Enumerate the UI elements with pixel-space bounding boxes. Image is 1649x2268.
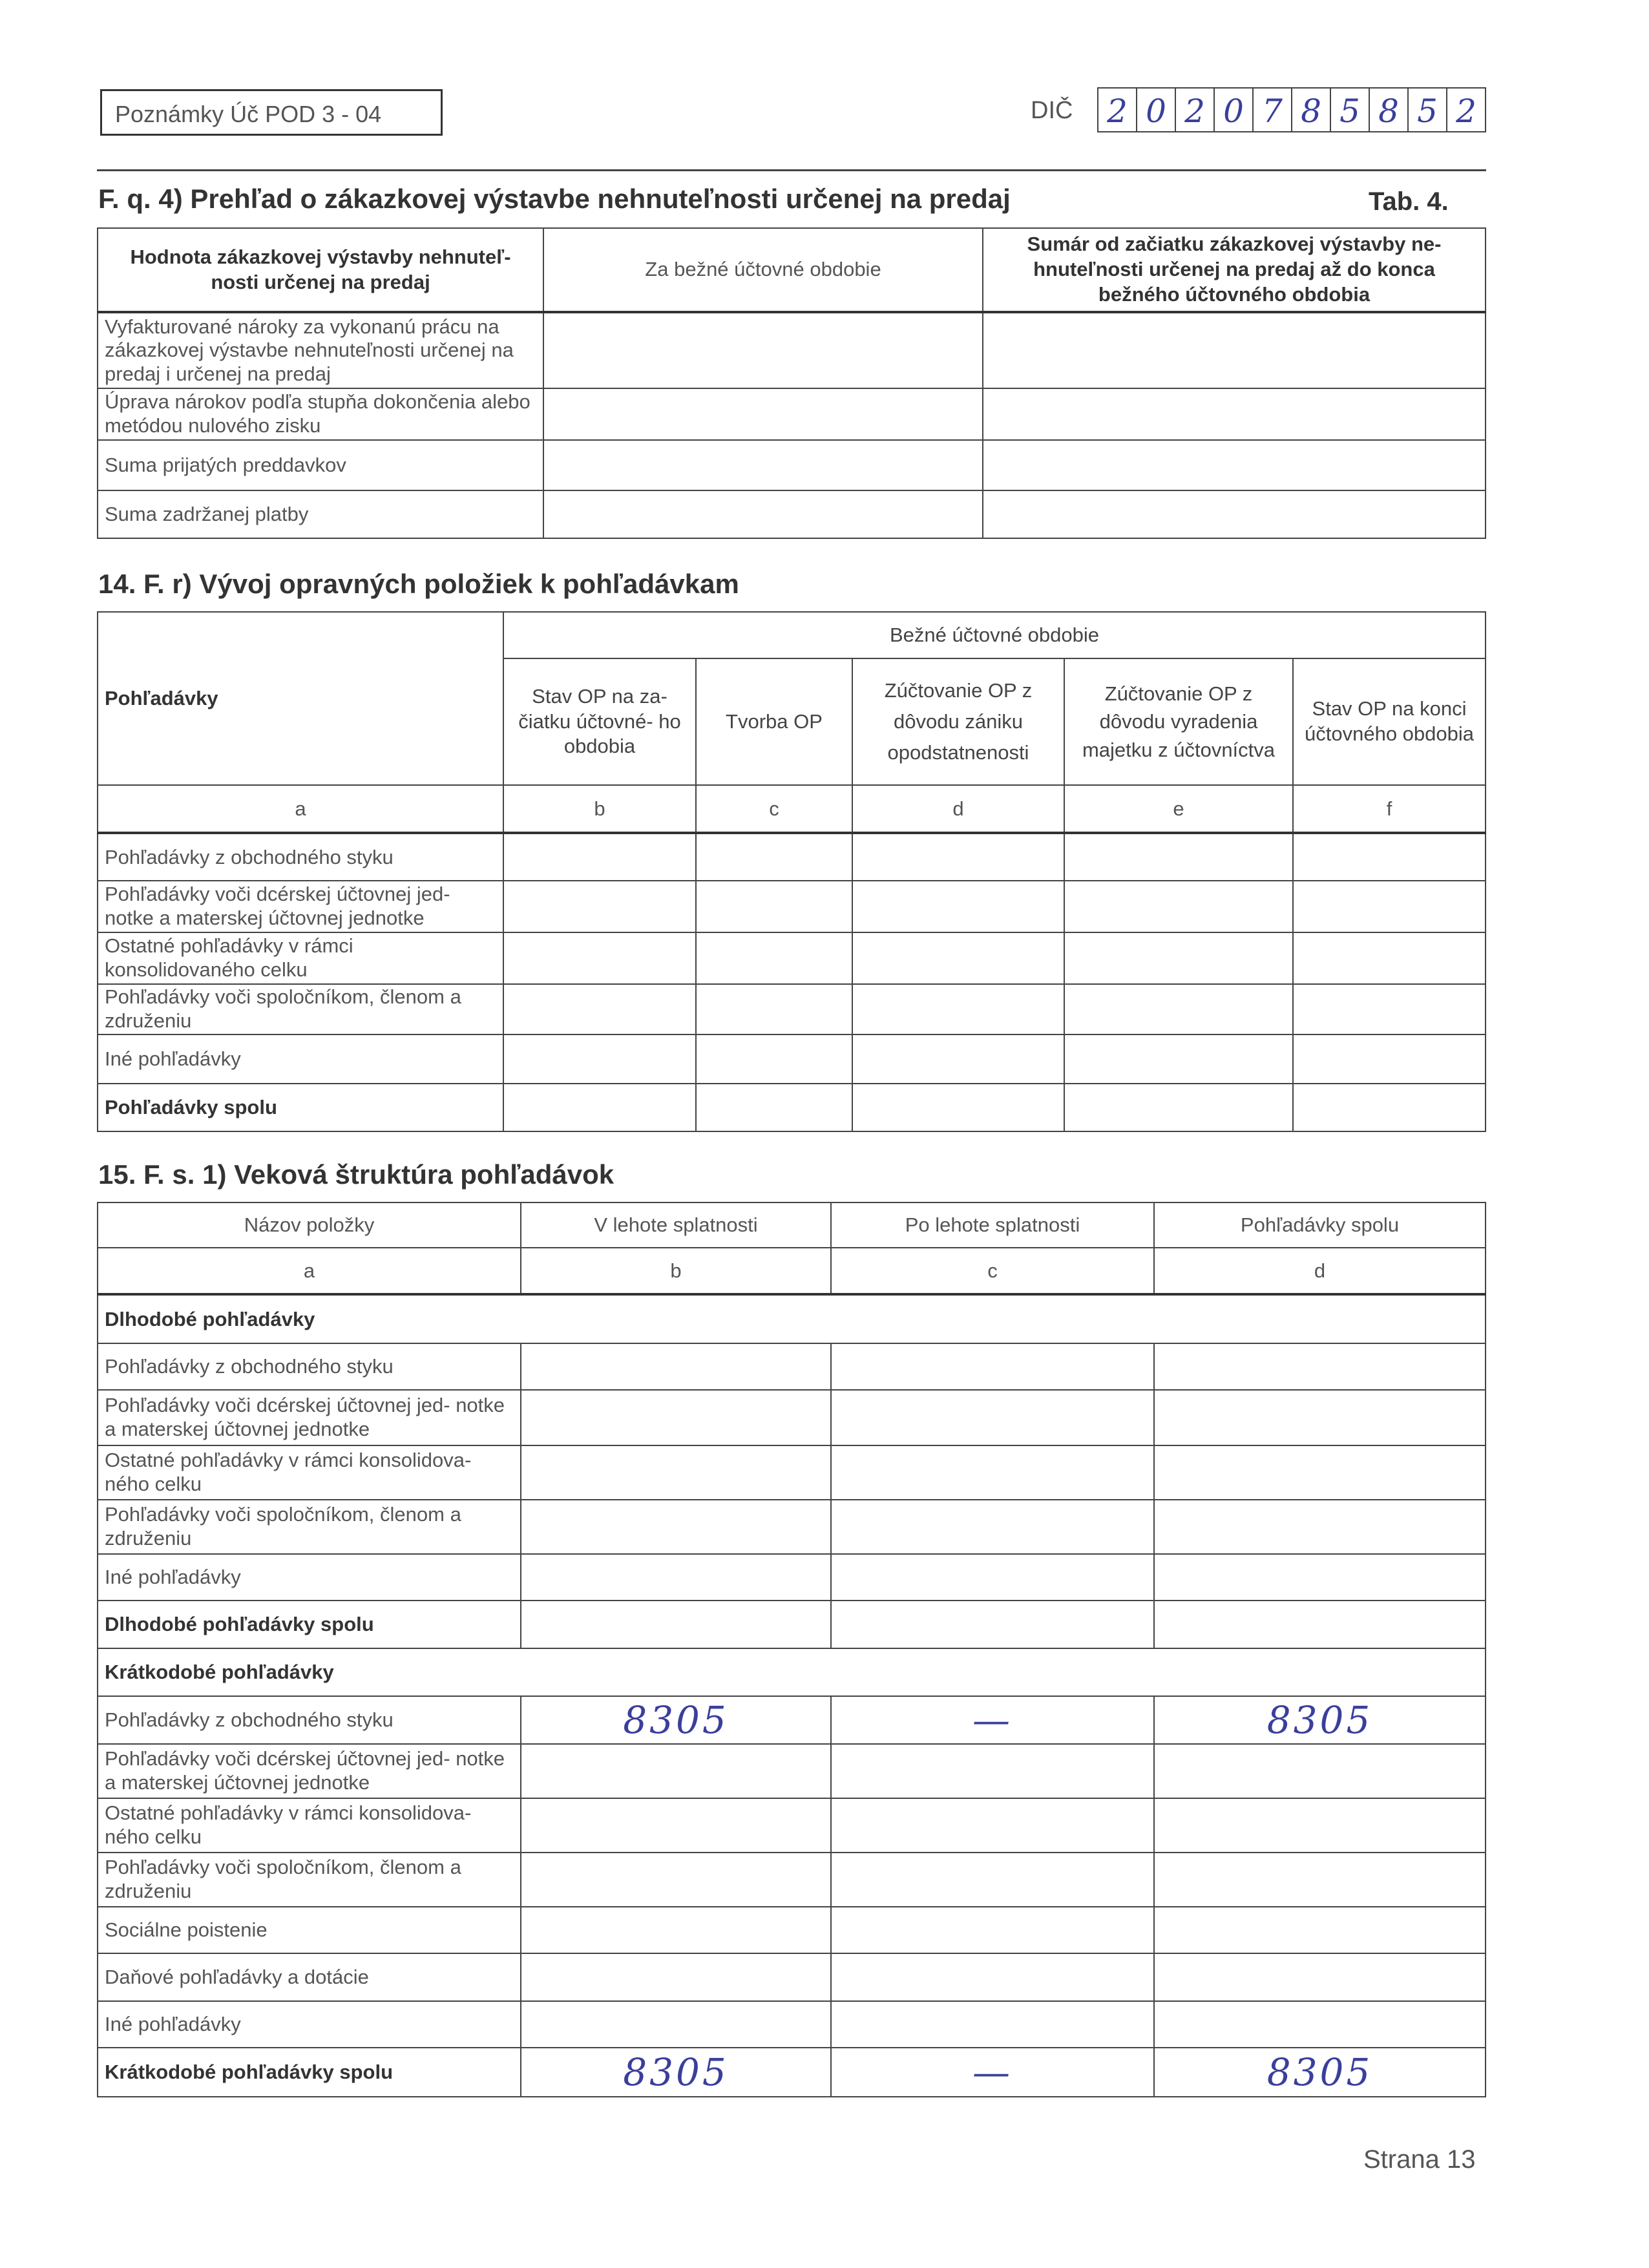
value-cell[interactable] [696, 881, 852, 932]
row-label: Suma zadržanej platby [98, 490, 543, 538]
page-number: Strana 13 [1363, 2145, 1476, 2174]
row-label: Pohľadávky z obchodného styku [98, 1343, 521, 1390]
table-row [98, 490, 1486, 538]
row-label-total: Dlhodobé pohľadávky spolu [98, 1601, 521, 1648]
allowances-table [97, 611, 1486, 1132]
row-label: Ostatné pohľadávky v rámci konsolidova- ného celku [98, 1798, 521, 1853]
group-title-long-term: Dlhodobé pohľadávky [98, 1294, 1486, 1343]
column-header: Za bežné účtovné obdobie [543, 228, 983, 312]
table-row [98, 440, 1486, 490]
handwritten-value[interactable]: — [831, 2048, 1154, 2097]
table-row [98, 1034, 1486, 1084]
value-cell[interactable] [521, 2001, 831, 2048]
table-row [98, 1907, 1486, 1953]
table-row [98, 984, 1486, 1034]
handwritten-value[interactable]: 8305 [521, 2048, 831, 2097]
table-row [98, 312, 1486, 388]
value-cell[interactable] [521, 1390, 831, 1445]
value-cell[interactable] [521, 1601, 831, 1648]
value-cell[interactable] [503, 1034, 696, 1084]
value-cell[interactable] [852, 984, 1064, 1034]
value-cell[interactable] [831, 1343, 1154, 1390]
value-cell[interactable] [1154, 1907, 1486, 1953]
value-cell[interactable] [983, 388, 1486, 440]
column-header: Zúčtovanie OP z dôvodu zániku opodstatnenosti [852, 658, 1064, 785]
row-label: Pohľadávky voči dcérskej účtovnej jed- notke a materskej účtovnej jednotke [98, 1744, 521, 1798]
value-cell[interactable] [696, 932, 852, 984]
value-cell[interactable] [1064, 984, 1293, 1034]
row-label: Pohľadávky voči spoločníkom, členom a združeniu [98, 984, 503, 1034]
table-row [98, 1744, 1486, 1798]
value-cell[interactable] [1293, 881, 1486, 932]
column-letter: a [98, 1248, 521, 1294]
value-cell[interactable] [831, 1445, 1154, 1500]
dic-digit-box[interactable]: 5 [1407, 87, 1447, 132]
dic-digit-box[interactable]: 8 [1369, 87, 1409, 132]
section-title-aging: 15. F. s. 1) Veková štruktúra pohľadávok [98, 1159, 614, 1190]
column-letter: d [1154, 1248, 1486, 1294]
header-divider [97, 169, 1486, 171]
value-cell[interactable] [852, 932, 1064, 984]
column-letter: e [1064, 785, 1293, 833]
value-cell[interactable] [831, 1798, 1154, 1853]
table-row [98, 2048, 1486, 2097]
value-cell[interactable] [521, 1798, 831, 1853]
value-cell[interactable] [983, 440, 1486, 490]
row-label: Iné pohľadávky [98, 2001, 521, 2048]
value-cell[interactable] [1154, 1445, 1486, 1500]
column-letter: a [98, 785, 503, 833]
row-label: Ostatné pohľadávky v rámci konsolidova- ného celku [98, 1445, 521, 1500]
construction-table [97, 227, 1486, 539]
row-label-total: Pohľadávky spolu [98, 1084, 503, 1131]
value-cell[interactable] [1293, 1084, 1486, 1131]
table-row [98, 1390, 1486, 1445]
handwritten-value[interactable]: — [831, 1696, 1154, 1744]
column-letter: c [696, 785, 852, 833]
row-label: Úprava nárokov podľa stupňa dokončenia alebo metódou nulového zisku [98, 388, 543, 440]
column-header: Stav OP na konci účtovného obdobia [1293, 658, 1486, 785]
handwritten-value[interactable]: 8305 [1154, 1696, 1486, 1744]
form-label: Poznámky Úč POD 3 - 04 [100, 89, 443, 136]
value-cell[interactable] [521, 1343, 831, 1390]
value-cell[interactable] [1064, 932, 1293, 984]
row-label: Pohľadávky z obchodného styku [98, 833, 503, 881]
column-header: Názov položky [98, 1202, 521, 1248]
column-header: V lehote splatnosti [521, 1202, 831, 1248]
row-label: Pohľadávky voči spoločníkom, členom a združeniu [98, 1500, 521, 1554]
value-cell[interactable] [503, 881, 696, 932]
row-label: Daňové pohľadávky a dotácie [98, 1953, 521, 2001]
row-label: Suma prijatých preddavkov [98, 440, 543, 490]
table-row [98, 932, 1486, 984]
value-cell[interactable] [831, 1390, 1154, 1445]
dic-field[interactable] [1097, 87, 1485, 132]
value-cell[interactable] [1154, 1601, 1486, 1648]
value-cell[interactable] [1064, 1084, 1293, 1131]
column-header: Po lehote splatnosti [831, 1202, 1154, 1248]
table-number: Tab. 4. [1369, 187, 1449, 216]
value-cell[interactable] [1154, 1853, 1486, 1907]
column-header: Sumár od začiatku zákazkovej výstavby ne- hnuteľnosti určenej na predaj až do konca bežného účtovného obdobia [983, 228, 1486, 312]
value-cell[interactable] [521, 1445, 831, 1500]
dic-digit-box[interactable]: 2 [1175, 87, 1215, 132]
value-cell[interactable] [521, 1554, 831, 1601]
group-header: Bežné účtovné obdobie [503, 612, 1486, 658]
handwritten-value[interactable]: 8305 [1154, 2048, 1486, 2097]
value-cell[interactable] [521, 1907, 831, 1953]
value-cell[interactable] [831, 1554, 1154, 1601]
column-letter: c [831, 1248, 1154, 1294]
dic-label: DIČ [1031, 97, 1073, 124]
column-letter: d [852, 785, 1064, 833]
row-label-total: Krátkodobé pohľadávky spolu [98, 2048, 521, 2097]
value-cell[interactable] [696, 1084, 852, 1131]
group-row [98, 1648, 1486, 1696]
value-cell[interactable] [503, 833, 696, 881]
row-label: Pohľadávky voči dcérskej účtovnej jed- notke a materskej účtovnej jednotke [98, 881, 503, 932]
value-cell[interactable] [1064, 881, 1293, 932]
value-cell[interactable] [503, 932, 696, 984]
value-cell[interactable] [696, 984, 852, 1034]
value-cell[interactable] [1293, 833, 1486, 881]
section-title-construction: F. q. 4) Prehľad o zákazkovej výstavbe nehnuteľnosti určenej na predaj [98, 184, 1011, 214]
value-cell[interactable] [1154, 1500, 1486, 1554]
value-cell[interactable] [543, 388, 983, 440]
table-row [98, 1445, 1486, 1500]
row-label: Pohľadávky z obchodného styku [98, 1696, 521, 1744]
row-label: Vyfakturované nároky za vykonanú prácu na zákazkovej výstavbe nehnuteľnosti určenej na predaj i určenej na predaj [98, 312, 543, 388]
value-cell[interactable] [831, 1853, 1154, 1907]
value-cell[interactable] [831, 1953, 1154, 2001]
row-label: Iné pohľadávky [98, 1034, 503, 1084]
column-header: Hodnota zákazkovej výstavby nehnuteľ- nosti určenej na predaj [98, 228, 543, 312]
table-row [98, 1953, 1486, 2001]
column-letter: b [521, 1248, 831, 1294]
table-header-row [98, 228, 1486, 312]
dic-digit-box[interactable]: 0 [1136, 87, 1176, 132]
value-cell[interactable] [1154, 1343, 1486, 1390]
row-label: Pohľadávky voči dcérskej účtovnej jed- notke a materskej účtovnej jednotke [98, 1390, 521, 1445]
column-header: Zúčtovanie OP z dôvodu vyradenia majetku z účtovníctva [1064, 658, 1293, 785]
aging-table [97, 1202, 1486, 2097]
dic-digit-box[interactable]: 7 [1252, 87, 1292, 132]
table-row [98, 1500, 1486, 1554]
value-cell[interactable] [831, 2001, 1154, 2048]
table-header-row [98, 1202, 1486, 1248]
value-cell[interactable] [852, 881, 1064, 932]
handwritten-value[interactable]: 8305 [521, 1696, 831, 1744]
value-cell[interactable] [831, 1907, 1154, 1953]
value-cell[interactable] [1154, 1390, 1486, 1445]
table-row [98, 881, 1486, 932]
table-row [98, 833, 1486, 881]
column-header: Stav OP na za- čiatku účtovné- ho obdobia [503, 658, 696, 785]
value-cell[interactable] [852, 1034, 1064, 1084]
table-row [98, 1343, 1486, 1390]
letter-row [98, 1248, 1486, 1294]
column-letter: b [503, 785, 696, 833]
table-row [98, 1601, 1486, 1648]
value-cell[interactable] [521, 1853, 831, 1907]
value-cell[interactable] [696, 833, 852, 881]
dic-digit-box[interactable]: 2 [1446, 87, 1486, 132]
table-row [98, 1798, 1486, 1853]
table-row [98, 388, 1486, 440]
value-cell[interactable] [1154, 2001, 1486, 2048]
value-cell[interactable] [696, 1034, 852, 1084]
letter-row [98, 785, 1486, 833]
value-cell[interactable] [521, 1500, 831, 1554]
value-cell[interactable] [1064, 1034, 1293, 1084]
row-label: Iné pohľadávky [98, 1554, 521, 1601]
value-cell[interactable] [543, 312, 983, 388]
value-cell[interactable] [831, 1744, 1154, 1798]
table-row [98, 1084, 1486, 1131]
section-title-allowances: 14. F. r) Vývoj opravných položiek k pohľadávkam [98, 569, 739, 599]
column-header: Pohľadávky [98, 612, 503, 785]
row-label: Ostatné pohľadávky v rámci konsolidovaného celku [98, 932, 503, 984]
value-cell[interactable] [831, 1500, 1154, 1554]
dic-digit-box[interactable]: 5 [1330, 87, 1370, 132]
value-cell[interactable] [1154, 1744, 1486, 1798]
value-cell[interactable] [1154, 1554, 1486, 1601]
value-cell[interactable] [521, 1744, 831, 1798]
column-letter: f [1293, 785, 1486, 833]
value-cell[interactable] [1064, 833, 1293, 881]
table-row [98, 2001, 1486, 2048]
value-cell[interactable] [831, 1601, 1154, 1648]
column-header: Pohľadávky spolu [1154, 1202, 1486, 1248]
table-header-row [98, 612, 1486, 658]
value-cell[interactable] [852, 833, 1064, 881]
value-cell[interactable] [1154, 1953, 1486, 2001]
value-cell[interactable] [852, 1084, 1064, 1131]
value-cell[interactable] [1154, 1798, 1486, 1853]
table-row [98, 1554, 1486, 1601]
value-cell[interactable] [543, 490, 983, 538]
value-cell[interactable] [543, 440, 983, 490]
value-cell[interactable] [983, 490, 1486, 538]
dic-digit-box[interactable]: 8 [1291, 87, 1331, 132]
row-label: Pohľadávky voči spoločníkom, členom a združeniu [98, 1853, 521, 1907]
column-header: Tvorba OP [696, 658, 852, 785]
dic-digit-box[interactable]: 0 [1213, 87, 1254, 132]
value-cell[interactable] [521, 1953, 831, 2001]
value-cell[interactable] [1293, 1034, 1486, 1084]
value-cell[interactable] [983, 312, 1486, 388]
value-cell[interactable] [503, 1084, 696, 1131]
value-cell[interactable] [1293, 984, 1486, 1034]
value-cell[interactable] [1293, 932, 1486, 984]
dic-digit-box[interactable]: 2 [1097, 87, 1137, 132]
row-label: Sociálne poistenie [98, 1907, 521, 1953]
group-title-short-term: Krátkodobé pohľadávky [98, 1648, 1486, 1696]
group-row [98, 1294, 1486, 1343]
table-row [98, 1853, 1486, 1907]
table-row [98, 1696, 1486, 1744]
value-cell[interactable] [503, 984, 696, 1034]
